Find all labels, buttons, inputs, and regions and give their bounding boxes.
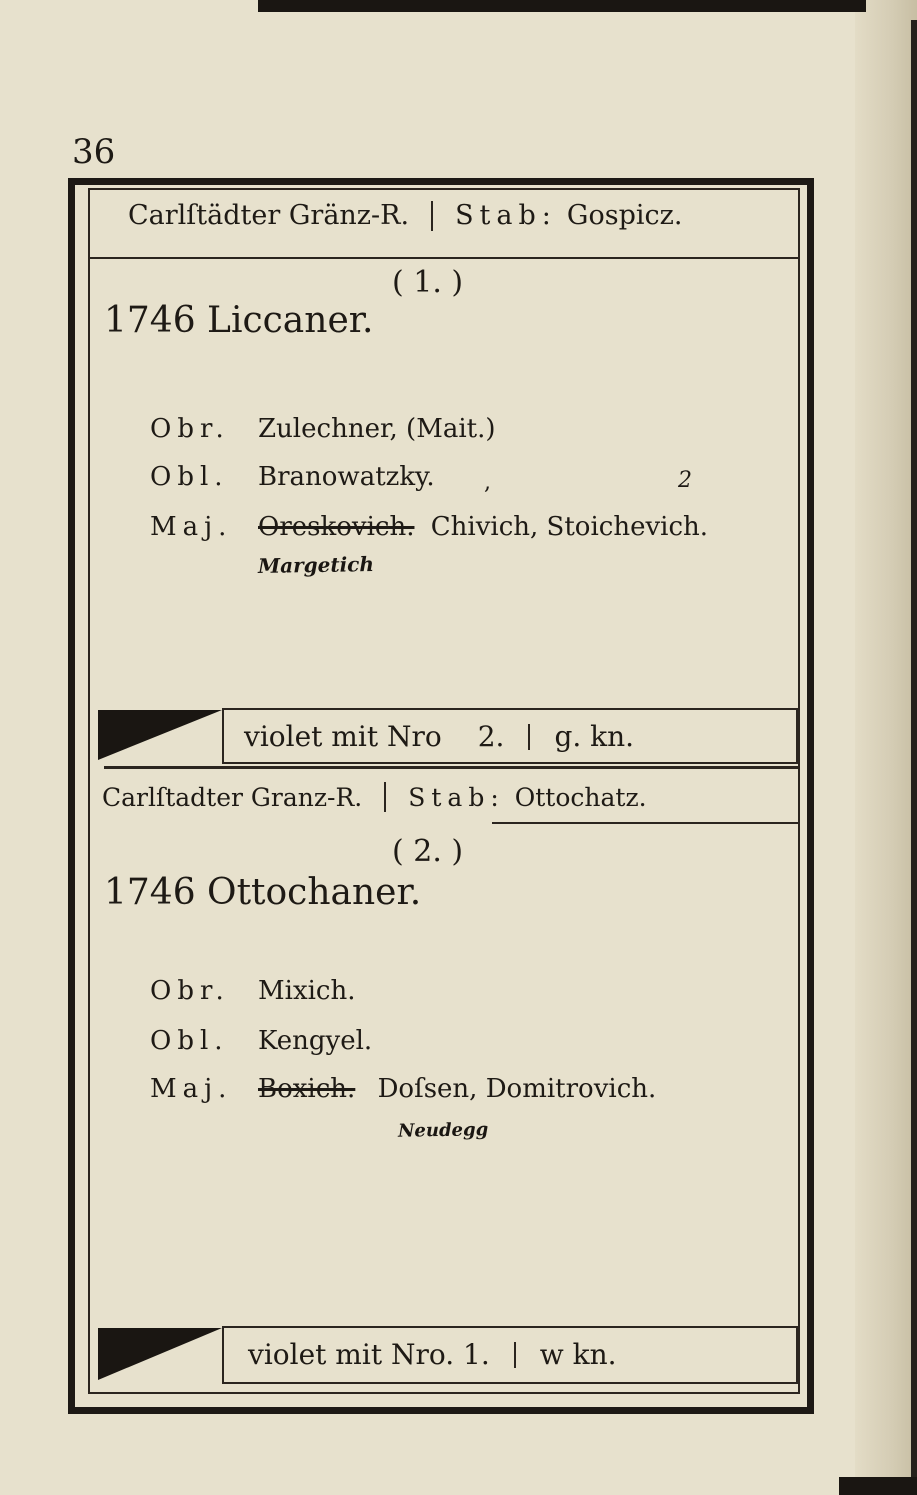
entry-1-number: ( 1. ) xyxy=(392,265,464,300)
scan-edge-top xyxy=(258,0,866,12)
entry-divider xyxy=(104,766,798,769)
officer-names: Zulechner, (Mait.) xyxy=(258,414,496,444)
stab-label: Stab: xyxy=(408,782,505,812)
book-gutter xyxy=(855,0,917,1495)
footer-triangle xyxy=(98,710,222,760)
officer-names: Mixich. xyxy=(258,976,356,1006)
stab-place: Gospicz. xyxy=(566,200,683,231)
header-rule xyxy=(90,257,798,259)
entry-2-header xyxy=(102,782,802,812)
divider xyxy=(431,201,433,231)
officer-rank: Obr. xyxy=(150,976,230,1006)
officer-rank: Obr. xyxy=(150,414,230,444)
footer-number: 2. xyxy=(477,720,505,753)
scan-edge-bottom xyxy=(839,1477,917,1495)
officer-rank: Maj. xyxy=(150,512,233,542)
officer-rank: Obl. xyxy=(150,462,229,492)
officer-names: Doſsen, Domitrovich. xyxy=(377,1074,657,1104)
entry-1-header xyxy=(128,200,828,231)
footer-color: violet mit Nro xyxy=(244,720,442,753)
handwritten-annotation: Neudegg xyxy=(397,1119,489,1142)
entry-1-title: 1746 Liccaner. xyxy=(104,300,374,341)
divider xyxy=(514,1342,516,1368)
footer-color: violet mit Nro. 1. xyxy=(248,1338,490,1371)
stray-mark: , xyxy=(484,470,491,495)
officer-names: Kengyel. xyxy=(258,1026,373,1056)
struck-name: Boxich. xyxy=(258,1074,356,1104)
footer-triangle xyxy=(98,1328,222,1380)
handwritten-annotation: Margetich xyxy=(257,551,375,579)
officer-row xyxy=(150,1026,372,1056)
scan-edge-right xyxy=(911,20,917,1495)
officer-row xyxy=(150,462,435,492)
officer-rank: Obl. xyxy=(150,1026,229,1056)
entry-1-footer xyxy=(244,720,634,753)
divider xyxy=(528,724,530,750)
entry-2-footer xyxy=(248,1338,617,1371)
regiment-name: Carlſtadter Granz-R. xyxy=(102,782,363,812)
officer-row xyxy=(150,414,496,444)
divider xyxy=(384,782,386,812)
header-rule xyxy=(492,822,798,824)
stab-label: Stab: xyxy=(455,200,557,231)
page-number: 36 xyxy=(72,132,116,172)
footer-uniform: w kn. xyxy=(539,1338,617,1371)
officer-row xyxy=(150,512,708,542)
stab-place: Ottochatz. xyxy=(514,782,647,812)
officer-row xyxy=(150,976,356,1006)
officer-rank: Maj. xyxy=(150,1074,233,1104)
stray-mark: 2 xyxy=(678,468,692,493)
regiment-name: Carlſtädter Gränz-R. xyxy=(128,200,410,231)
officer-row xyxy=(150,1074,656,1104)
entry-2-title: 1746 Ottochaner. xyxy=(104,872,422,913)
officer-names: Branowatzky. xyxy=(258,462,435,492)
officer-names: Chivich, Stoichevich. xyxy=(430,512,709,542)
footer-uniform: g. kn. xyxy=(554,720,635,753)
entry-2-number: ( 2. ) xyxy=(392,834,464,869)
struck-name: Oreskovich. xyxy=(258,512,415,542)
